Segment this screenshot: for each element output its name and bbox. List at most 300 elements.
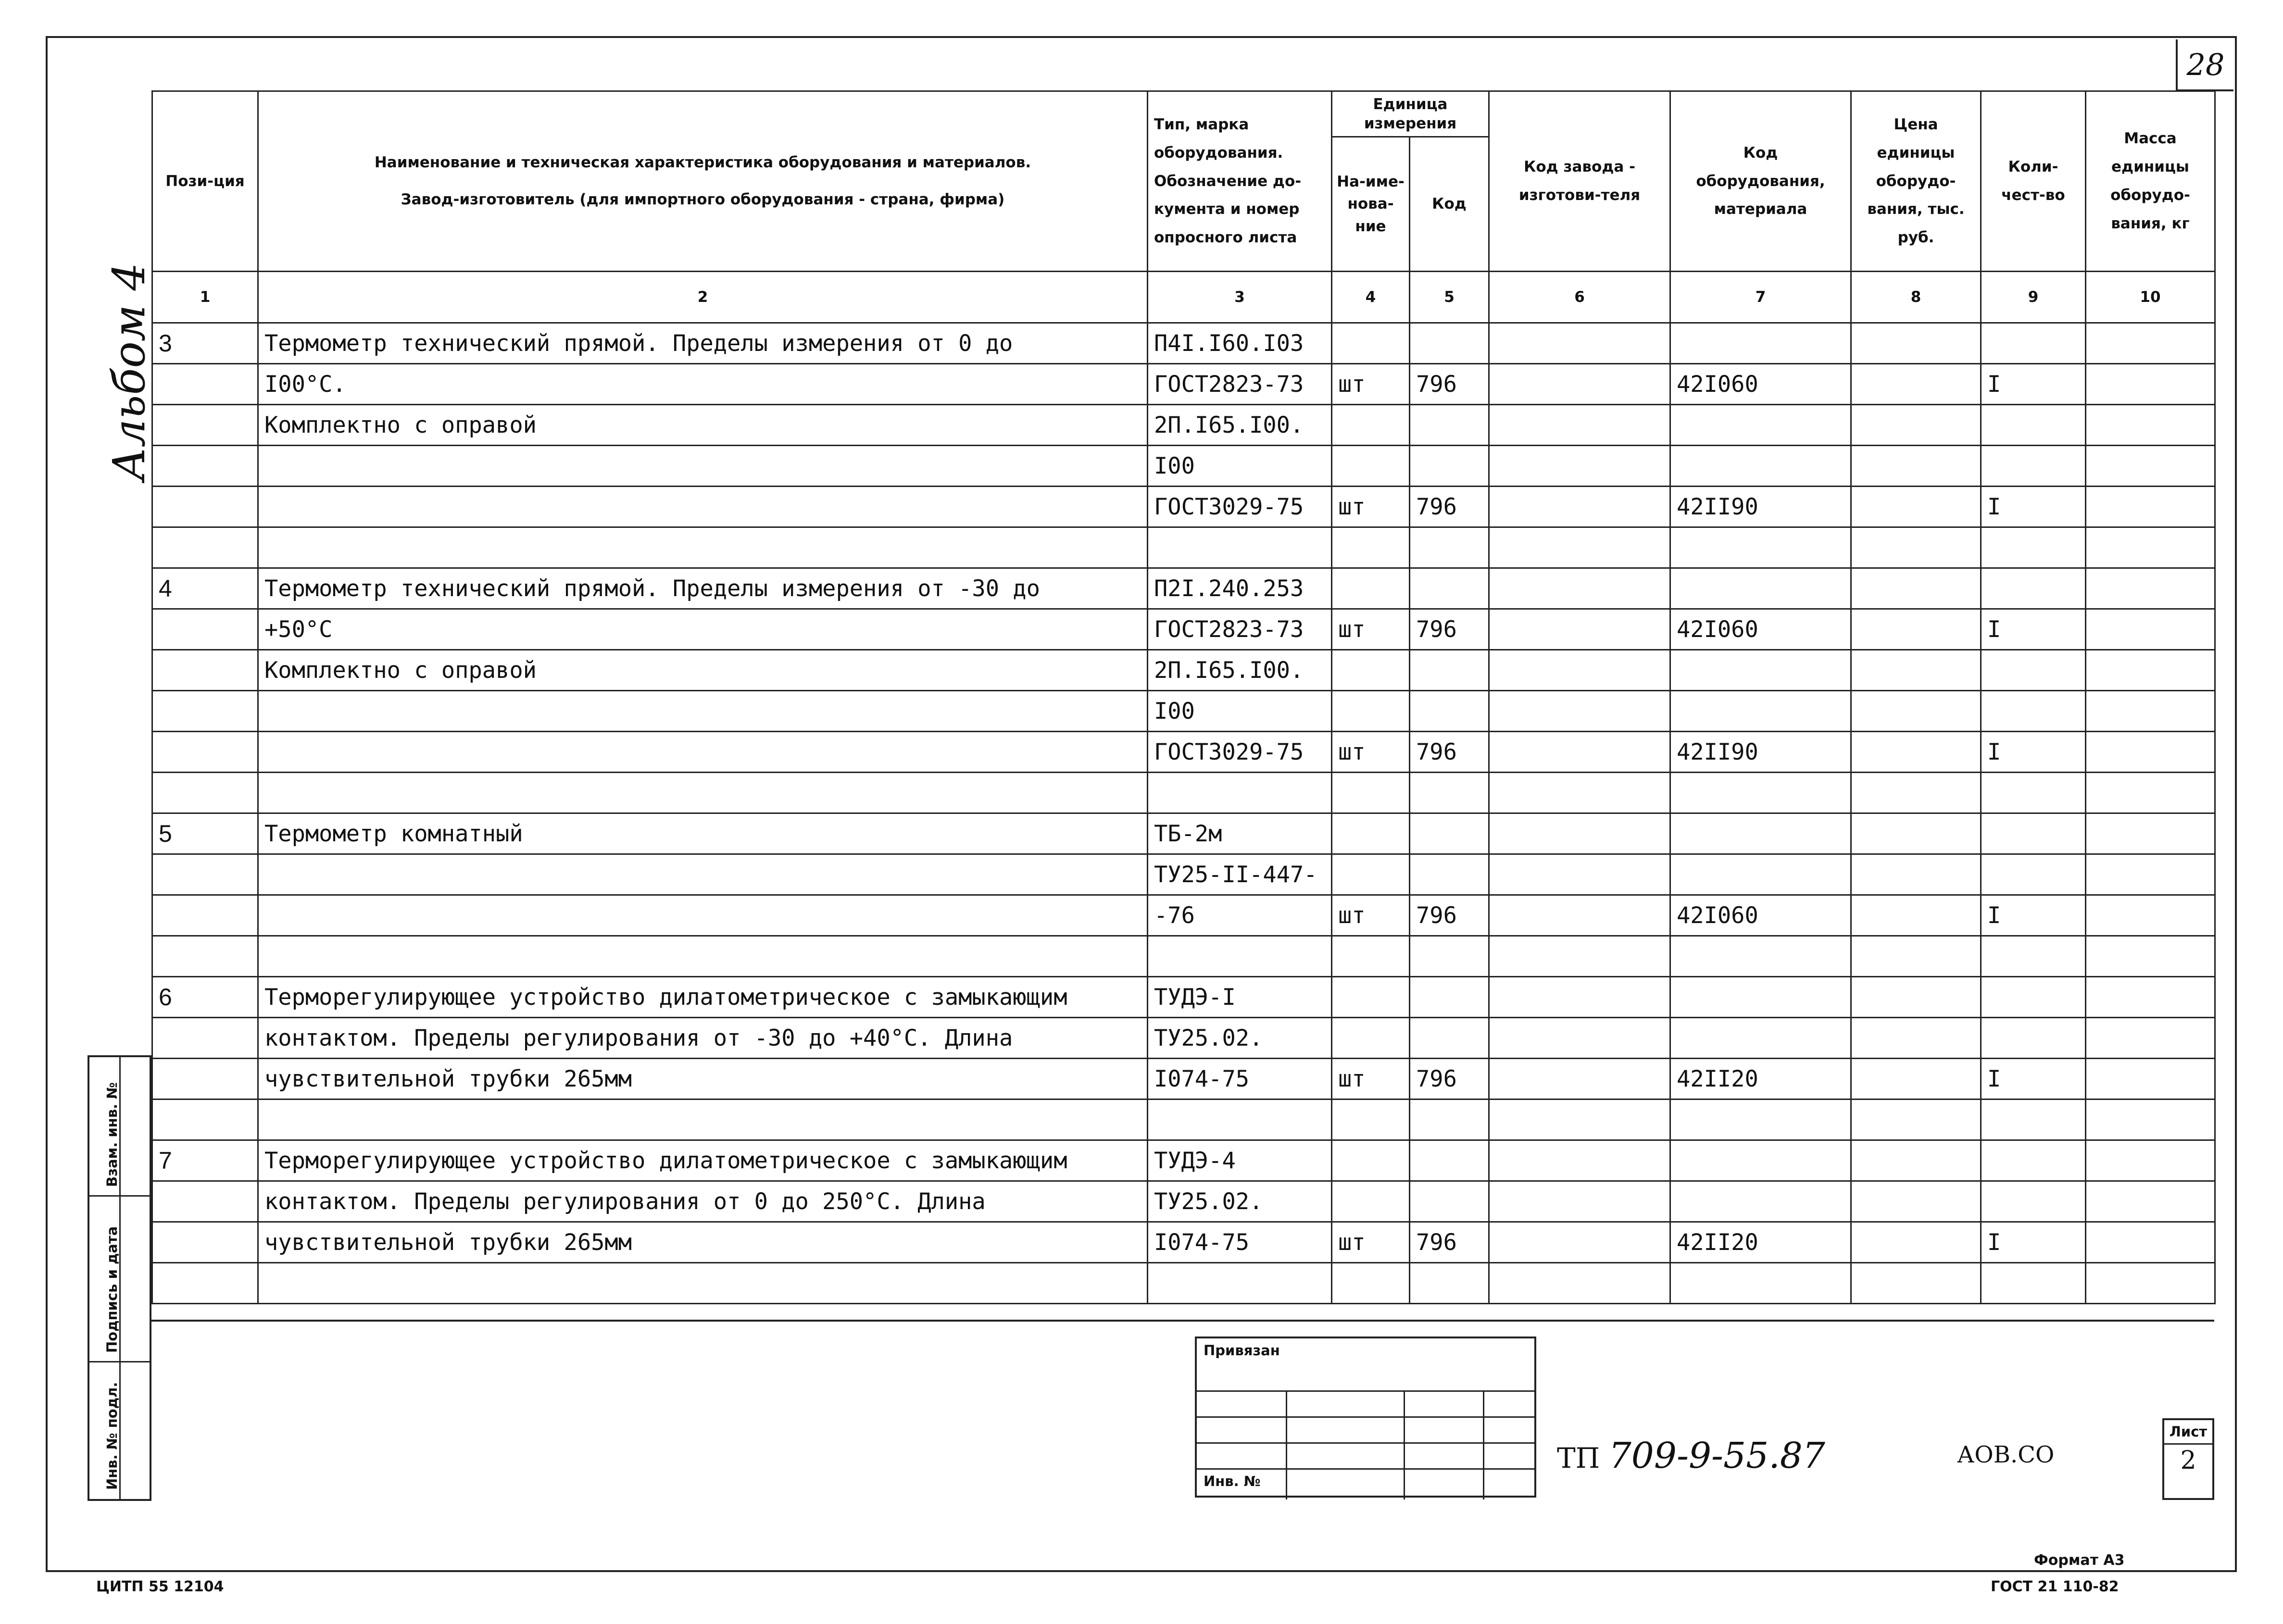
header-type: Тип, марка оборудования. Обозначение до-кумента и номер опросного листа	[1148, 91, 1332, 272]
header-unit-code: Код	[1410, 137, 1489, 272]
cell-qty	[1981, 854, 2086, 895]
cell-name	[258, 446, 1148, 487]
column-number: 4	[1332, 272, 1410, 323]
cell-type: ТУ25.02.	[1148, 1181, 1332, 1222]
cell-name: чувствительной трубки 265мм	[258, 1222, 1148, 1263]
cell-price	[1851, 936, 1981, 977]
cell-factory	[1489, 568, 1670, 609]
cell-code	[1410, 773, 1489, 813]
cell-unit: шт	[1332, 609, 1410, 650]
strip-inv-replace: Взам. инв. №	[104, 1082, 120, 1187]
cell-code	[1410, 405, 1489, 446]
cell-code	[1410, 1018, 1489, 1059]
cell-factory	[1489, 895, 1670, 936]
cell-pos	[152, 527, 258, 568]
cell-code	[1410, 650, 1489, 691]
cell-type: I00	[1148, 446, 1332, 487]
list-value: 2	[2180, 1446, 2196, 1475]
cell-unit	[1332, 977, 1410, 1018]
cell-equip	[1670, 527, 1851, 568]
cell-mass	[2086, 1059, 2215, 1099]
header-mass: Масса единицы оборудо-вания, кг	[2086, 91, 2215, 272]
cell-qty	[1981, 1099, 2086, 1140]
cell-price	[1851, 732, 1981, 773]
cell-mass	[2086, 854, 2215, 895]
stamp-divider	[1404, 1390, 1405, 1499]
cell-unit	[1332, 854, 1410, 895]
cell-equip	[1670, 773, 1851, 813]
table-row	[152, 854, 2215, 895]
header-equipment-code: Код оборудования, материала	[1670, 91, 1851, 272]
cell-factory	[1489, 1181, 1670, 1222]
cell-code	[1410, 446, 1489, 487]
cell-pos	[152, 854, 258, 895]
cell-qty: I	[1981, 609, 2086, 650]
stamp-divider	[1286, 1390, 1287, 1499]
cell-pos	[152, 1181, 258, 1222]
cell-pos: 4	[152, 568, 258, 609]
cell-factory	[1489, 773, 1670, 813]
cell-equip: 42II90	[1670, 732, 1851, 773]
cell-equip	[1670, 1263, 1851, 1304]
cell-name	[258, 691, 1148, 732]
cell-qty	[1981, 405, 2086, 446]
header-name-line1: Наименование и техническая характеристика оборудования и материалов.	[374, 154, 1031, 172]
cell-type: 2П.I65.I00.	[1148, 405, 1332, 446]
cell-code	[1410, 977, 1489, 1018]
cell-price	[1851, 1059, 1981, 1099]
cell-type	[1148, 527, 1332, 568]
cell-equip: 42II90	[1670, 487, 1851, 527]
doc-code-suffix: АОВ.СО	[1957, 1441, 2055, 1468]
cell-type: ГОСТ2823-73	[1148, 364, 1332, 405]
cell-code: 796	[1410, 609, 1489, 650]
table-row	[152, 1099, 2215, 1140]
cell-unit	[1332, 405, 1410, 446]
cell-type	[1148, 1263, 1332, 1304]
cell-equip	[1670, 568, 1851, 609]
column-number: 10	[2086, 272, 2215, 323]
column-number: 7	[1670, 272, 1851, 323]
cell-mass	[2086, 1140, 2215, 1181]
cell-factory	[1489, 609, 1670, 650]
header-factory-code: Код завода - изготови-теля	[1489, 91, 1670, 272]
cell-unit	[1332, 1263, 1410, 1304]
cell-code	[1410, 1263, 1489, 1304]
cell-code: 796	[1410, 895, 1489, 936]
cell-unit	[1332, 813, 1410, 854]
cell-unit	[1332, 527, 1410, 568]
cell-type: I00	[1148, 691, 1332, 732]
table-row	[152, 1222, 2215, 1263]
table-row	[152, 609, 2215, 650]
cell-qty	[1981, 1018, 2086, 1059]
cell-unit	[1332, 650, 1410, 691]
cell-unit	[1332, 691, 1410, 732]
cell-unit: шт	[1332, 1059, 1410, 1099]
cell-price	[1851, 650, 1981, 691]
doc-code-number: 709-9-55.87	[1608, 1435, 1825, 1476]
cell-equip	[1670, 323, 1851, 364]
doc-code-prefix: ТП	[1557, 1442, 1600, 1474]
cell-equip	[1670, 691, 1851, 732]
cell-pos	[152, 1059, 258, 1099]
cell-code: 796	[1410, 1059, 1489, 1099]
cell-qty	[1981, 1181, 2086, 1222]
cell-equip	[1670, 1181, 1851, 1222]
cell-equip: 42II20	[1670, 1059, 1851, 1099]
cell-factory	[1489, 936, 1670, 977]
cell-mass	[2086, 732, 2215, 773]
cell-type: П4I.I60.I03	[1148, 323, 1332, 364]
cell-type: I074-75	[1148, 1222, 1332, 1263]
header-name	[258, 91, 1148, 272]
cell-name: контактом. Пределы регулирования от -30 до +40°C. Длина	[258, 1018, 1148, 1059]
cell-price	[1851, 691, 1981, 732]
cell-mass	[2086, 1018, 2215, 1059]
cell-type: ТУДЭ-4	[1148, 1140, 1332, 1181]
cell-factory	[1489, 364, 1670, 405]
cell-qty: I	[1981, 487, 2086, 527]
table-row	[152, 813, 2215, 854]
cell-qty	[1981, 1263, 2086, 1304]
cell-unit: шт	[1332, 487, 1410, 527]
table-row	[152, 446, 2215, 487]
cell-price	[1851, 1181, 1981, 1222]
cell-name: контактом. Пределы регулирования от 0 до 250°C. Длина	[258, 1181, 1148, 1222]
column-number: 8	[1851, 272, 1981, 323]
cell-factory	[1489, 405, 1670, 446]
cell-pos	[152, 650, 258, 691]
cell-code	[1410, 323, 1489, 364]
cell-name: Комплектно с оправой	[258, 650, 1148, 691]
cell-pos	[152, 691, 258, 732]
cell-code: 796	[1410, 1222, 1489, 1263]
cell-price	[1851, 895, 1981, 936]
cell-equip: 42I060	[1670, 609, 1851, 650]
cell-pos	[152, 773, 258, 813]
cell-code	[1410, 1181, 1489, 1222]
cell-unit: шт	[1332, 732, 1410, 773]
cell-pos	[152, 1222, 258, 1263]
side-strip	[88, 1055, 151, 1501]
cell-name	[258, 773, 1148, 813]
cell-qty: I	[1981, 364, 2086, 405]
cell-mass	[2086, 568, 2215, 609]
cell-type: ГОСТ3029-75	[1148, 487, 1332, 527]
cell-price	[1851, 446, 1981, 487]
cell-equip: 42I060	[1670, 364, 1851, 405]
cell-price	[1851, 1222, 1981, 1263]
cell-mass	[2086, 364, 2215, 405]
cell-mass	[2086, 1222, 2215, 1263]
header-name-line2: Завод-изготовитель (для импортного оборудования - страна, фирма)	[401, 191, 1005, 208]
cell-price	[1851, 487, 1981, 527]
cell-equip	[1670, 1099, 1851, 1140]
sheet-list-box	[2162, 1418, 2214, 1500]
cell-type: 2П.I65.I00.	[1148, 650, 1332, 691]
cell-qty: I	[1981, 1059, 2086, 1099]
cell-qty	[1981, 936, 2086, 977]
cell-name: Терморегулирующее устройство дилатометрическое с замыкающим	[258, 977, 1148, 1018]
cell-qty	[1981, 977, 2086, 1018]
cell-equip	[1670, 1018, 1851, 1059]
cell-type: ТБ-2м	[1148, 813, 1332, 854]
cell-pos: 3	[152, 323, 258, 364]
cell-mass	[2086, 1181, 2215, 1222]
cell-mass	[2086, 895, 2215, 936]
cell-code: 796	[1410, 364, 1489, 405]
cell-qty	[1981, 568, 2086, 609]
table-row	[152, 405, 2215, 446]
cell-factory	[1489, 527, 1670, 568]
strip-sign-date: Подпись и дата	[104, 1226, 120, 1353]
cell-name: чувствительной трубки 265мм	[258, 1059, 1148, 1099]
cell-pos	[152, 895, 258, 936]
cell-qty: I	[1981, 1222, 2086, 1263]
cell-name: I00°C.	[258, 364, 1148, 405]
cell-qty	[1981, 773, 2086, 813]
cell-pos	[152, 405, 258, 446]
stamp-inv-label: Инв. №	[1204, 1473, 1261, 1489]
cell-name	[258, 1099, 1148, 1140]
table-row	[152, 1263, 2215, 1304]
cell-factory	[1489, 732, 1670, 773]
cell-qty	[1981, 527, 2086, 568]
cell-factory	[1489, 446, 1670, 487]
cell-unit	[1332, 568, 1410, 609]
cell-qty	[1981, 691, 2086, 732]
cell-type	[1148, 936, 1332, 977]
cell-price	[1851, 1099, 1981, 1140]
table-row	[152, 1018, 2215, 1059]
cell-name	[258, 1263, 1148, 1304]
cell-unit	[1332, 1140, 1410, 1181]
cell-pos	[152, 936, 258, 977]
footer-format: Формат А3	[2034, 1552, 2125, 1569]
header-price: Цена единицы оборудо-вания, тыс. руб.	[1851, 91, 1981, 272]
cell-qty	[1981, 1140, 2086, 1181]
table-row	[152, 1140, 2215, 1181]
cell-factory	[1489, 323, 1670, 364]
cell-factory	[1489, 1263, 1670, 1304]
cell-pos	[152, 446, 258, 487]
cell-name	[258, 487, 1148, 527]
cell-factory	[1489, 1222, 1670, 1263]
list-label: Лист	[2164, 1420, 2212, 1445]
cell-factory	[1489, 487, 1670, 527]
cell-name: +50°C	[258, 609, 1148, 650]
cell-qty	[1981, 323, 2086, 364]
table-row	[152, 1181, 2215, 1222]
table-row	[152, 1059, 2215, 1099]
specification-table	[151, 90, 2216, 1304]
table-row	[152, 364, 2215, 405]
cell-code	[1410, 568, 1489, 609]
cell-name: Термометр комнатный	[258, 813, 1148, 854]
header-unit-group: Единица измерения	[1332, 91, 1489, 137]
album-label: Альбом 4	[103, 262, 155, 481]
column-number: 2	[258, 272, 1148, 323]
cell-unit	[1332, 446, 1410, 487]
cell-qty	[1981, 446, 2086, 487]
table-row	[152, 568, 2215, 609]
cell-type	[1148, 1099, 1332, 1140]
cell-price	[1851, 568, 1981, 609]
table-row	[152, 977, 2215, 1018]
cell-price	[1851, 1263, 1981, 1304]
cell-type: ТУ25.02.	[1148, 1018, 1332, 1059]
cell-type: ГОСТ3029-75	[1148, 732, 1332, 773]
cell-pos	[152, 364, 258, 405]
table-row	[152, 650, 2215, 691]
cell-mass	[2086, 487, 2215, 527]
cell-unit: шт	[1332, 1222, 1410, 1263]
cell-mass	[2086, 650, 2215, 691]
table-row	[152, 527, 2215, 568]
cell-price	[1851, 813, 1981, 854]
table-row	[152, 936, 2215, 977]
cell-unit	[1332, 1099, 1410, 1140]
cell-qty: I	[1981, 895, 2086, 936]
cell-factory	[1489, 1099, 1670, 1140]
cell-equip	[1670, 650, 1851, 691]
strip-divider	[119, 1057, 121, 1499]
table-row	[152, 732, 2215, 773]
cell-code: 796	[1410, 732, 1489, 773]
cell-type: ТУ25-II-447-	[1148, 854, 1332, 895]
cell-code	[1410, 527, 1489, 568]
cell-mass	[2086, 813, 2215, 854]
cell-price	[1851, 323, 1981, 364]
footer-gost: ГОСТ 21 110-82	[1991, 1578, 2119, 1595]
document-code	[1557, 1435, 1825, 1476]
cell-price	[1851, 977, 1981, 1018]
cell-price	[1851, 609, 1981, 650]
cell-mass	[2086, 405, 2215, 446]
cell-pos	[152, 609, 258, 650]
cell-qty	[1981, 650, 2086, 691]
cell-name: Термометр технический прямой. Пределы измерения от -30 до	[258, 568, 1148, 609]
cell-name	[258, 936, 1148, 977]
cell-unit	[1332, 323, 1410, 364]
cell-factory	[1489, 1059, 1670, 1099]
cell-name: Термометр технический прямой. Пределы измерения от 0 до	[258, 323, 1148, 364]
table-row	[152, 773, 2215, 813]
cell-mass	[2086, 323, 2215, 364]
cell-equip	[1670, 446, 1851, 487]
cell-mass	[2086, 527, 2215, 568]
cell-type: I074-75	[1148, 1059, 1332, 1099]
cell-price	[1851, 773, 1981, 813]
cell-equip	[1670, 977, 1851, 1018]
cell-name: Терморегулирующее устройство дилатометрическое с замыкающим	[258, 1140, 1148, 1181]
cell-unit: шт	[1332, 895, 1410, 936]
cell-code: 796	[1410, 487, 1489, 527]
cell-equip: 42II20	[1670, 1222, 1851, 1263]
binding-stamp	[1195, 1337, 1536, 1498]
cell-price	[1851, 527, 1981, 568]
column-number: 9	[1981, 272, 2086, 323]
cell-mass	[2086, 936, 2215, 977]
table-row	[152, 487, 2215, 527]
cell-equip	[1670, 813, 1851, 854]
cell-mass	[2086, 977, 2215, 1018]
cell-factory	[1489, 977, 1670, 1018]
cell-mass	[2086, 773, 2215, 813]
footer-code: ЦИТП 55 12104	[96, 1578, 224, 1595]
cell-factory	[1489, 691, 1670, 732]
table-row	[152, 895, 2215, 936]
column-number: 5	[1410, 272, 1489, 323]
cell-qty	[1981, 813, 2086, 854]
cell-code	[1410, 1099, 1489, 1140]
stamp-divider	[1483, 1390, 1484, 1499]
table-row	[152, 323, 2215, 364]
cell-unit	[1332, 1181, 1410, 1222]
column-number: 1	[152, 272, 258, 323]
cell-pos: 5	[152, 813, 258, 854]
cell-pos	[152, 1263, 258, 1304]
cell-price	[1851, 1018, 1981, 1059]
header-quantity: Коли-чест-во	[1981, 91, 2086, 272]
strip-inv-orig: Инв. № подл.	[104, 1382, 120, 1490]
cell-unit	[1332, 1018, 1410, 1059]
cell-equip	[1670, 1140, 1851, 1181]
cell-factory	[1489, 854, 1670, 895]
cell-unit	[1332, 936, 1410, 977]
cell-type	[1148, 773, 1332, 813]
cell-pos	[152, 1099, 258, 1140]
cell-pos	[152, 732, 258, 773]
cell-unit: шт	[1332, 364, 1410, 405]
cell-equip	[1670, 936, 1851, 977]
cell-equip: 42I060	[1670, 895, 1851, 936]
cell-qty: I	[1981, 732, 2086, 773]
cell-pos: 7	[152, 1140, 258, 1181]
column-number: 3	[1148, 272, 1332, 323]
cell-factory	[1489, 650, 1670, 691]
cell-mass	[2086, 1263, 2215, 1304]
cell-pos: 6	[152, 977, 258, 1018]
cell-pos	[152, 487, 258, 527]
cell-equip	[1670, 854, 1851, 895]
cell-equip	[1670, 405, 1851, 446]
cell-name	[258, 732, 1148, 773]
cell-mass	[2086, 691, 2215, 732]
table-bottom-line	[151, 1320, 2214, 1322]
cell-code	[1410, 813, 1489, 854]
cell-name	[258, 895, 1148, 936]
cell-type: П2I.240.253	[1148, 568, 1332, 609]
cell-factory	[1489, 813, 1670, 854]
cell-code	[1410, 936, 1489, 977]
column-number: 6	[1489, 272, 1670, 323]
cell-name	[258, 527, 1148, 568]
cell-price	[1851, 1140, 1981, 1181]
cell-price	[1851, 364, 1981, 405]
cell-mass	[2086, 609, 2215, 650]
cell-name	[258, 854, 1148, 895]
header-unit-name: На-име-нова-ние	[1332, 137, 1410, 272]
cell-price	[1851, 405, 1981, 446]
cell-type: ТУДЭ-I	[1148, 977, 1332, 1018]
table-row	[152, 691, 2215, 732]
cell-code	[1410, 691, 1489, 732]
cell-price	[1851, 854, 1981, 895]
cell-type: ГОСТ2823-73	[1148, 609, 1332, 650]
cell-name: Комплектно с оправой	[258, 405, 1148, 446]
